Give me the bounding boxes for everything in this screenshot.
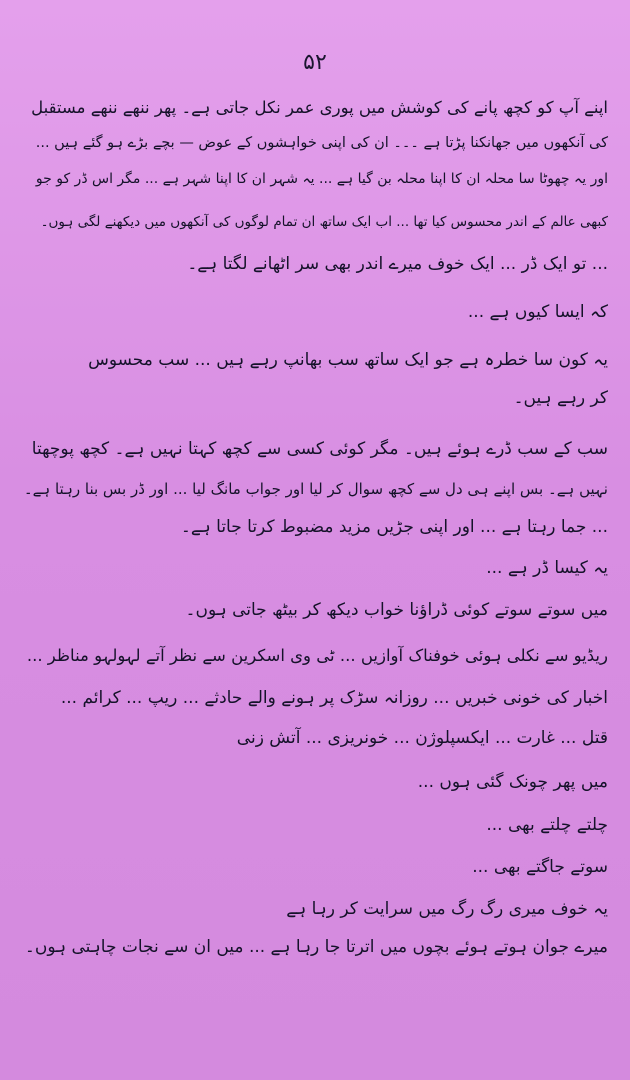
text-line: کبھی عالم کے اندر محسوس کیا تھا ... اب ایک ساتھ ان تمام لوگوں کی آنکھوں میں دیکھنے لگی ہوں۔ (40, 214, 608, 230)
text-line: کر رہے ہیں۔ (513, 388, 608, 408)
text-line: ریڈیو سے نکلی ہوئی خوفناک آوازیں ... ٹی وی اسکرین سے نظر آتے لہولہو مناظر ... (26, 646, 608, 665)
text-line: چلتے چلتے بھی ... (486, 815, 608, 835)
page-number: ۵۲ (303, 50, 327, 75)
text-line: ... تو ایک ڈر ... ایک خوف میرے اندر بھی سر اٹھانے لگتا ہے۔ (187, 254, 608, 274)
text-line: سب کے سب ڈرے ہوئے ہیں۔ مگر کوئی کسی سے کچھ کہتا نہیں ہے۔ کچھ پوچھتا (31, 439, 608, 459)
text-line: میں پھر چونک گئی ہوں ... (417, 772, 608, 792)
text-line: اخبار کی خونی خبریں ... روزانہ سڑک پر ہونے والے حادثے ... ریپ ... کرائم ... (60, 688, 608, 708)
text-line: اور یہ چھوٹا سا محلہ ان کا اپنا محلہ بن گیا ہے ... یہ شہر ان کا اپنا شہر ہے ... مگر اس ڈر کو جو (35, 171, 608, 187)
text-line: نہیں ہے۔ بس اپنے ہی دل سے کچھ سوال کر لیا اور جواب مانگ لیا ... اور ڈر بس بنا رہتا ہے۔ (23, 480, 608, 498)
text-line: اپنے آپ کو کچھ پانے کی کوشش میں پوری عمر نکل جاتی ہے۔ پھر ننھے ننھے مستقبل (31, 98, 608, 117)
text-line: یہ کیسا ڈر ہے ... (486, 558, 608, 578)
text-line: ... جما رہتا ہے ... اور اپنی جڑیں مزید مضبوط کرتا جاتا ہے۔ (180, 517, 608, 537)
text-line: یہ خوف میری رگ رگ میں سرایت کر رہا ہے (286, 899, 608, 919)
text-line: قتل ... غارت ... ایکسپلوژن ... خونریزی ... آتش زنی (236, 728, 608, 748)
text-line: یہ کون سا خطرہ ہے جو ایک ساتھ سب بھانپ رہے ہیں ... سب محسوس (88, 350, 608, 370)
text-line: کی آنکھوں میں جھانکنا پڑتا ہے ۔۔۔ ان کی اپنی خواہشوں کے عوض — بچے بڑے ہو گئے ہیں ... (35, 135, 608, 151)
text-line: کہ ایسا کیوں ہے ... (467, 302, 608, 322)
text-line: میں سوتے سوتے کوئی ڈراؤنا خواب دیکھ کر بیٹھ جاتی ہوں۔ (185, 600, 608, 620)
text-line: میرے جوان ہوتے ہوئے بچوں میں اترتا جا رہا ہے ... میں ان سے نجات چاہتی ہوں۔ (24, 937, 608, 957)
text-line: سوتے جاگتے بھی ... (472, 857, 608, 877)
